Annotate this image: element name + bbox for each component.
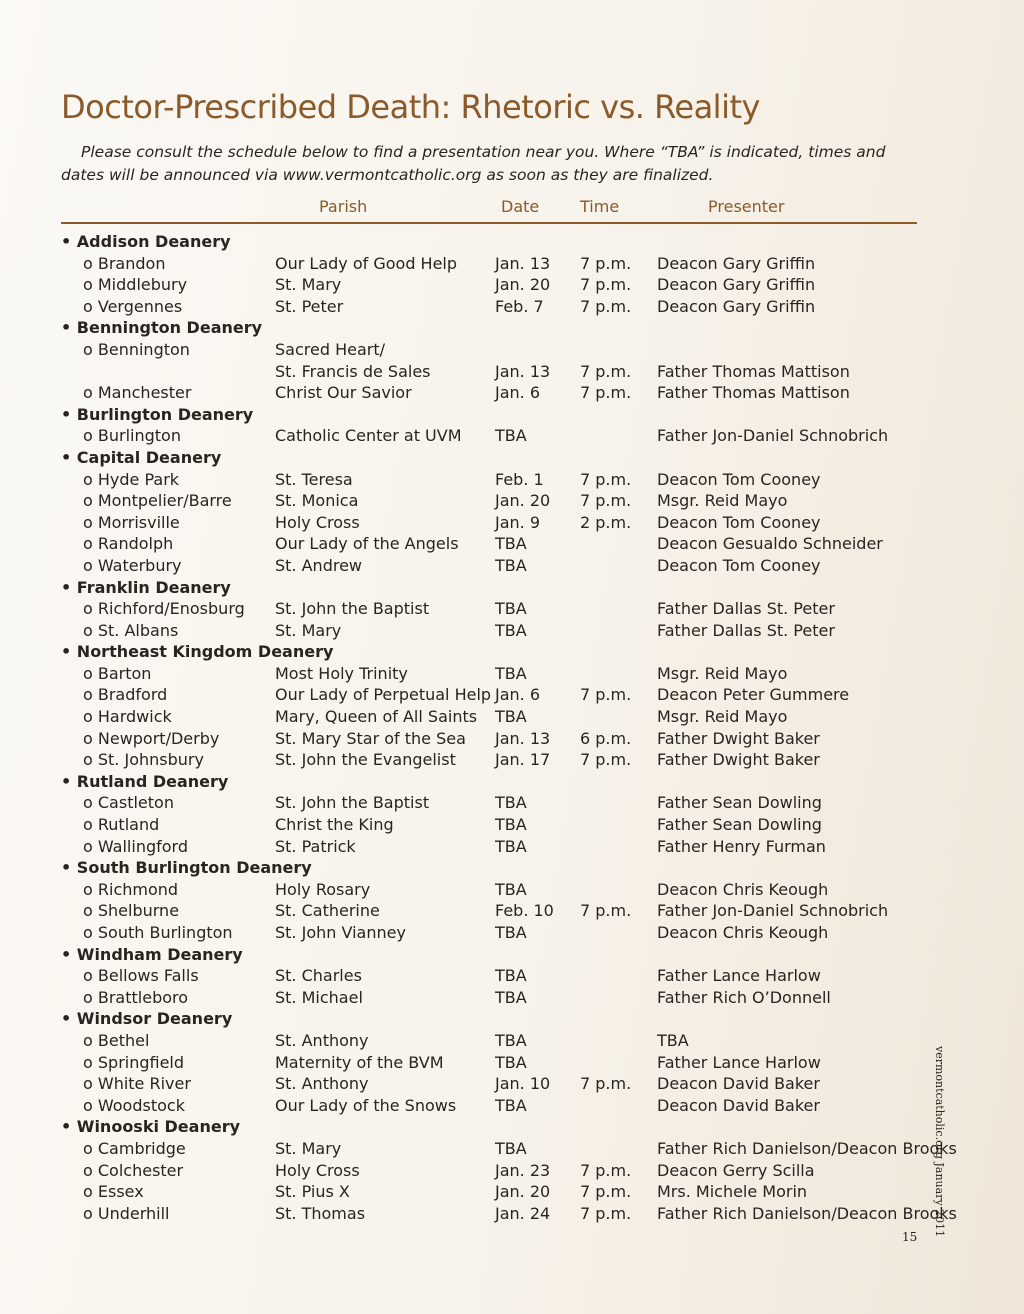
date-cell: TBA: [495, 707, 527, 727]
presenter-cell: Father Sean Dowling: [657, 793, 822, 813]
schedule-row: [61, 555, 931, 577]
schedule-row: [61, 1138, 957, 1160]
date-cell: Feb. 1: [495, 469, 544, 489]
presenter-cell: Deacon Chris Keough: [657, 923, 829, 942]
town-cell: o Bradford: [83, 685, 168, 705]
column-header-parish: Parish: [319, 197, 368, 216]
schedule-row: [61, 900, 931, 922]
presenter-cell: Father Rich O’Donnell: [657, 987, 831, 1007]
presenter-cell: Father Dallas St. Peter: [657, 599, 835, 619]
parish-cell: St. Anthony: [275, 1074, 369, 1094]
schedule-row: [61, 1160, 931, 1182]
time-cell: 7 p.m.: [580, 275, 632, 295]
deanery-name: • Burlington Deanery: [61, 404, 254, 424]
schedule-row: [61, 512, 931, 534]
schedule-row: [61, 987, 931, 1009]
town-cell: o Castleton: [83, 793, 174, 813]
presenter-cell: Father Sean Dowling: [657, 815, 822, 835]
town-cell: o Shelburne: [83, 901, 180, 921]
schedule-row: [61, 706, 931, 728]
town-cell: o Middlebury: [83, 275, 188, 295]
time-cell: 7 p.m.: [580, 296, 632, 316]
schedule-row: [61, 1073, 931, 1095]
deanery-name: • Bennington Deanery: [61, 318, 263, 338]
deanery-row: [61, 857, 931, 879]
parish-cell: St. Charles: [275, 966, 362, 986]
time-cell: 7 p.m.: [580, 253, 632, 273]
date-cell: TBA: [495, 793, 527, 813]
parish-cell: Maternity of the BVM: [275, 1052, 444, 1072]
intro-paragraph: Please consult the schedule below to find a presentation near you. Where “TBA” is indicated, times and dates will be announced via www.vermontcatholic.org as soon as they are finalized.: [61, 143, 886, 184]
presenter-cell: Father Rich Danielson/Deacon Brooks: [657, 1203, 957, 1223]
presenter-cell: Deacon Tom Cooney: [657, 469, 821, 489]
town-cell: o Bennington: [83, 339, 190, 359]
parish-cell: St. Mary Star of the Sea: [275, 728, 466, 748]
date-cell: Jan. 9: [495, 512, 541, 532]
presenter-cell: Mrs. Michele Morin: [657, 1182, 808, 1202]
presenter-cell: Msgr. Reid Mayo: [657, 663, 788, 683]
parish-cell: Christ Our Savior: [275, 383, 412, 403]
date-cell: Jan. 13: [495, 361, 551, 381]
deanery-name: • Rutland Deanery: [61, 771, 229, 791]
time-cell: 7 p.m.: [580, 491, 632, 511]
town-cell: o Richmond: [83, 879, 179, 899]
parish-cell: St. Mary: [275, 620, 342, 640]
deanery-name: • Northeast Kingdom Deanery: [61, 642, 334, 662]
town-cell: o Montpelier/Barre: [83, 491, 232, 511]
deanery-row: [61, 771, 931, 793]
parish-cell: St. John the Baptist: [275, 599, 430, 619]
date-cell: TBA: [495, 923, 527, 942]
column-header-presenter: Presenter: [708, 197, 785, 216]
schedule-row: [61, 792, 931, 814]
page-number: 15: [902, 1230, 918, 1244]
schedule-row: [61, 620, 931, 642]
parish-cell: St. Michael: [275, 987, 363, 1007]
schedule-row: [61, 749, 931, 771]
schedule-row: [61, 253, 931, 275]
date-cell: TBA: [495, 1052, 527, 1072]
town-cell: o Waterbury: [83, 555, 182, 575]
page-title: Doctor-Prescribed Death: Rhetoric vs. Reality: [61, 88, 760, 126]
town-cell: o Morrisville: [83, 512, 180, 532]
parish-cell: Our Lady of Perpetual Help: [275, 685, 492, 705]
presenter-cell: Deacon Gerry Scilla: [657, 1160, 815, 1180]
town-cell: o Barton: [83, 663, 152, 683]
deanery-name: • Addison Deanery: [61, 232, 231, 251]
date-cell: TBA: [495, 815, 527, 835]
parish-cell: Our Lady of the Angels: [275, 534, 459, 554]
schedule-row: [61, 965, 931, 987]
date-cell: Jan. 10: [495, 1074, 551, 1094]
parish-cell: St. Mary: [275, 275, 342, 295]
parish-cell: St. Teresa: [275, 469, 353, 489]
schedule-row: [61, 663, 931, 685]
date-cell: TBA: [495, 836, 527, 856]
town-cell: o Colchester: [83, 1160, 184, 1180]
time-cell: 7 p.m.: [580, 901, 632, 921]
time-cell: 2 p.m.: [580, 512, 632, 532]
parish-cell: St. Francis de Sales: [275, 361, 431, 381]
deanery-name: • Winooski Deanery: [61, 1117, 241, 1137]
schedule-row: [61, 425, 931, 447]
date-cell: Jan. 24: [495, 1203, 551, 1223]
schedule-row: [61, 274, 931, 296]
town-cell: o Hyde Park: [83, 469, 180, 489]
date-cell: Jan. 6: [495, 383, 541, 403]
town-cell: o Newport/Derby: [83, 728, 220, 748]
parish-cell: Sacred Heart/: [275, 339, 385, 359]
town-cell: o Bellows Falls: [83, 966, 199, 986]
parish-cell: Holy Cross: [275, 512, 360, 532]
parish-cell: St. John the Evangelist: [275, 750, 456, 770]
presenter-cell: Deacon Gary Griffin: [657, 253, 816, 273]
presenter-cell: Father Lance Harlow: [657, 966, 821, 986]
parish-cell: St. Patrick: [275, 836, 356, 856]
parish-cell: St. Mary: [275, 1138, 342, 1158]
town-cell: o White River: [83, 1074, 191, 1094]
presenter-cell: Msgr. Reid Mayo: [657, 707, 788, 727]
schedule-row: [61, 1181, 931, 1203]
date-cell: TBA: [495, 663, 527, 683]
parish-cell: Holy Cross: [275, 1160, 360, 1180]
parish-cell: Our Lady of the Snows: [275, 1095, 457, 1115]
parish-cell: St. Anthony: [275, 1030, 369, 1050]
time-cell: 7 p.m.: [580, 1182, 632, 1202]
schedule-row: [61, 1203, 957, 1225]
date-cell: TBA: [495, 1095, 527, 1115]
header-rule: [61, 222, 917, 224]
parish-cell: St. Thomas: [275, 1203, 366, 1223]
town-cell: o Essex: [83, 1182, 144, 1202]
schedule-row: [61, 1095, 931, 1117]
town-cell: o Wallingford: [83, 836, 188, 856]
town-cell: o Burlington: [83, 426, 181, 446]
schedule-row: [61, 469, 931, 491]
schedule-row: [61, 814, 931, 836]
schedule-row: [61, 836, 931, 858]
parish-cell: St. Peter: [275, 296, 344, 316]
town-cell: o Springfield: [83, 1052, 185, 1072]
date-cell: TBA: [495, 555, 527, 575]
presenter-cell: Deacon Gary Griffin: [657, 275, 816, 295]
presenter-cell: Father Dwight Baker: [657, 728, 820, 748]
presenter-cell: Deacon David Baker: [657, 1095, 820, 1115]
town-cell: o Bethel: [83, 1030, 150, 1050]
schedule-row: [61, 728, 931, 750]
deanery-name: • South Burlington Deanery: [61, 858, 312, 878]
time-cell: 7 p.m.: [580, 383, 632, 403]
time-cell: 7 p.m.: [580, 750, 632, 770]
town-cell: o Cambridge: [83, 1138, 186, 1158]
date-cell: Jan. 20: [495, 491, 551, 511]
time-cell: 6 p.m.: [580, 728, 632, 748]
parish-cell: Catholic Center at UVM: [275, 426, 462, 446]
presenter-cell: TBA: [657, 1030, 689, 1050]
deanery-row: [61, 1116, 931, 1138]
presenter-cell: Father Jon-Daniel Schnobrich: [657, 901, 889, 921]
presenter-cell: Father Thomas Mattison: [657, 383, 850, 403]
presenter-cell: Deacon Gesualdo Schneider: [657, 534, 883, 554]
time-cell: 7 p.m.: [580, 1203, 632, 1223]
parish-cell: Most Holy Trinity: [275, 663, 408, 683]
date-cell: Jan. 23: [495, 1160, 551, 1180]
parish-cell: Our Lady of Good Help: [275, 253, 458, 273]
parish-cell: St. Pius X: [275, 1182, 350, 1202]
schedule-row: [61, 1052, 931, 1074]
date-cell: Jan. 20: [495, 1182, 551, 1202]
date-cell: Feb. 10: [495, 901, 554, 921]
town-cell: o Rutland: [83, 815, 160, 835]
deanery-name: • Franklin Deanery: [61, 577, 231, 597]
date-cell: TBA: [495, 426, 527, 446]
parish-cell: St. Andrew: [275, 555, 362, 575]
town-cell: o Woodstock: [83, 1095, 185, 1115]
presenter-cell: Deacon Chris Keough: [657, 879, 829, 899]
schedule-row: [61, 490, 931, 512]
date-cell: TBA: [495, 599, 527, 619]
column-header-date: Date: [501, 197, 540, 216]
presenter-cell: Deacon Tom Cooney: [657, 512, 821, 532]
time-cell: 7 p.m.: [580, 469, 632, 489]
date-cell: Feb. 7: [495, 296, 544, 316]
town-cell: o Underhill: [83, 1203, 170, 1223]
presenter-cell: Deacon Peter Gummere: [657, 685, 850, 705]
deanery-row: [61, 231, 931, 253]
parish-cell: Christ the King: [275, 815, 394, 835]
presenter-cell: Msgr. Reid Mayo: [657, 491, 788, 511]
date-cell: TBA: [495, 1030, 527, 1050]
parish-cell: St. John the Baptist: [275, 793, 430, 813]
presenter-cell: Father Dallas St. Peter: [657, 620, 835, 640]
schedule-row: [61, 598, 931, 620]
town-cell: o Brandon: [83, 253, 166, 273]
presenter-cell: Father Lance Harlow: [657, 1052, 821, 1072]
deanery-row: [61, 577, 931, 599]
side-footer-text: vermontcatholic.org January 2011: [933, 1046, 946, 1238]
parish-cell: St. John Vianney: [275, 923, 406, 942]
date-cell: Jan. 13: [495, 253, 551, 273]
deanery-row: [61, 1008, 931, 1030]
time-cell: 7 p.m.: [580, 1160, 632, 1180]
schedule-row: [61, 296, 931, 318]
parish-cell: Mary, Queen of All Saints: [275, 707, 478, 727]
time-cell: 7 p.m.: [580, 685, 632, 705]
date-cell: TBA: [495, 534, 527, 554]
date-cell: TBA: [495, 879, 527, 899]
deanery-row: [61, 447, 931, 469]
schedule-row: [61, 684, 931, 706]
presenter-cell: Father Thomas Mattison: [657, 361, 850, 381]
parish-cell: Holy Rosary: [275, 879, 371, 899]
deanery-row: [61, 404, 931, 426]
deanery-row: [61, 641, 931, 663]
parish-cell: St. Monica: [275, 491, 359, 511]
date-cell: Jan. 13: [495, 728, 551, 748]
town-cell: o Manchester: [83, 383, 192, 403]
town-cell: o Vergennes: [83, 296, 183, 316]
column-header-time: Time: [580, 197, 620, 216]
town-cell: o St. Johnsbury: [83, 750, 204, 770]
date-cell: Jan. 17: [495, 750, 551, 770]
schedule-row: [61, 922, 931, 944]
schedule-row: [61, 361, 931, 383]
schedule-row: [61, 1030, 931, 1052]
town-cell: o St. Albans: [83, 620, 179, 640]
date-cell: Jan. 6: [495, 685, 541, 705]
schedule-row: [61, 382, 931, 404]
parish-cell: St. Catherine: [275, 901, 380, 921]
date-cell: TBA: [495, 1138, 527, 1158]
presenter-cell: Deacon Gary Griffin: [657, 296, 816, 316]
time-cell: 7 p.m.: [580, 361, 632, 381]
presenter-cell: Father Jon-Daniel Schnobrich: [657, 426, 889, 446]
town-cell: o Randolph: [83, 534, 174, 554]
presenter-cell: Father Henry Furman: [657, 836, 826, 856]
deanery-name: • Windsor Deanery: [61, 1009, 233, 1029]
presenter-cell: Deacon David Baker: [657, 1074, 820, 1094]
date-cell: Jan. 20: [495, 275, 551, 295]
deanery-name: • Capital Deanery: [61, 447, 222, 467]
presenter-cell: Father Dwight Baker: [657, 750, 820, 770]
date-cell: TBA: [495, 987, 527, 1007]
town-cell: o Richford/Enosburg: [83, 599, 245, 619]
time-cell: 7 p.m.: [580, 1074, 632, 1094]
town-cell: o Hardwick: [83, 707, 172, 727]
schedule-row: [61, 879, 931, 901]
town-cell: o South Burlington: [83, 923, 233, 942]
presenter-cell: Father Rich Danielson/Deacon Brooks: [657, 1138, 957, 1158]
date-cell: TBA: [495, 966, 527, 986]
schedule-row: [61, 533, 931, 555]
date-cell: TBA: [495, 620, 527, 640]
town-cell: o Brattleboro: [83, 987, 189, 1007]
deanery-row: [61, 317, 931, 339]
schedule-row: [61, 339, 931, 361]
deanery-row: [61, 944, 931, 966]
presenter-cell: Deacon Tom Cooney: [657, 555, 821, 575]
deanery-name: • Windham Deanery: [61, 944, 243, 964]
